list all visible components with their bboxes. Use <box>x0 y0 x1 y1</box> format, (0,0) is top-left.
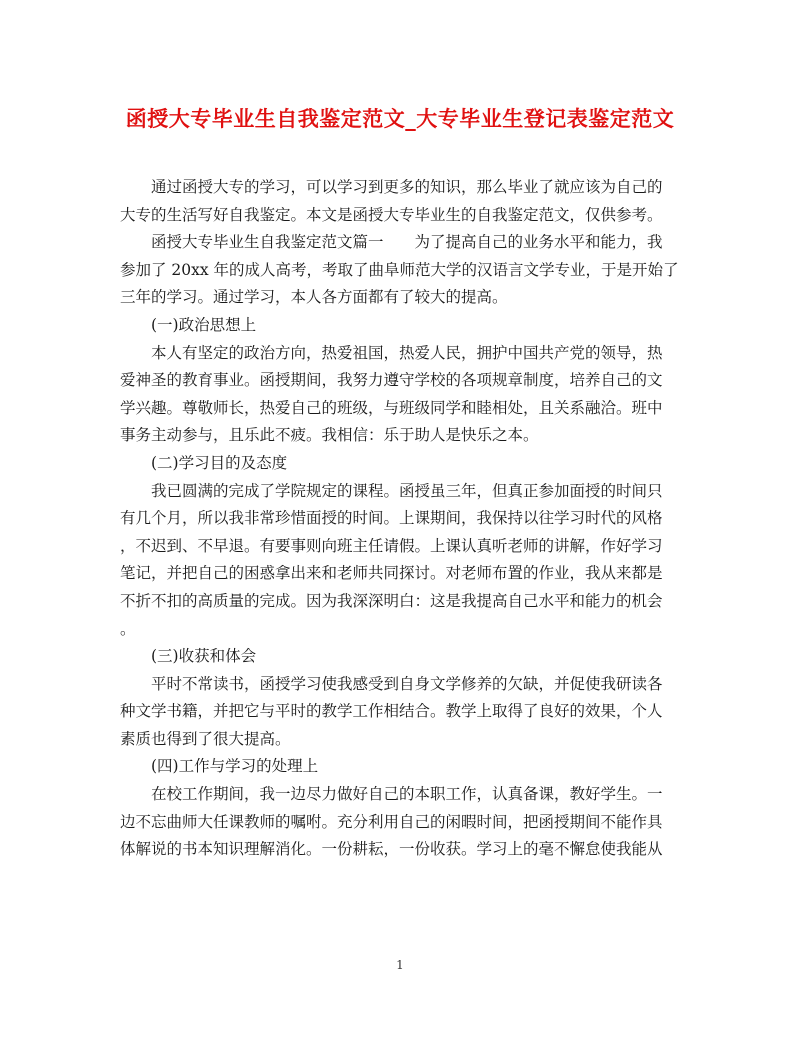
paragraph-line: 在校工作期间，我一边尽力做好自己的本职工作，认真备课，教好学生。一 <box>151 785 663 804</box>
paragraph-line: 参加了 20xx 年的成人高考，考取了曲阜师范大学的汉语言文学专业，于是开始了 <box>120 260 679 279</box>
paragraph-line: 平时不常读书，函授学习使我感受到自身文学修养的欠缺，并促使我研读各 <box>151 674 663 693</box>
paragraph-line: 。 <box>120 619 136 638</box>
section-heading: (一)政治思想上 <box>151 315 257 334</box>
paragraph-line: ，不迟到、不早退。有要事则向班主任请假。上课认真听老师的讲解，作好学习 <box>120 536 663 555</box>
document-title: 函授大专毕业生自我鉴定范文_大专毕业生登记表鉴定范文 <box>125 106 675 131</box>
document-body <box>120 174 680 864</box>
paragraph-line: 大专的生活写好自我鉴定。本文是函授大专毕业生的自我鉴定范文，仅供参考。 <box>120 205 663 224</box>
paragraph-line: 体解说的书本知识理解消化。一份耕耘，一份收获。学习上的毫不懈怠使我能从 <box>120 840 663 859</box>
paragraph-line: 笔记，并把自己的困惑拿出来和老师共同探讨。对老师布置的作业，我从来都是 <box>120 564 663 583</box>
section-heading: (三)收获和体会 <box>151 647 257 666</box>
paragraph-line: 事务主动参与，且乐此不疲。我相信：乐于助人是快乐之本。 <box>120 426 539 445</box>
paragraph-line: 我已圆满的完成了学院规定的课程。函授虽三年，但真正参加面授的时间只 <box>151 481 663 500</box>
paragraph-line: 函授大专毕业生自我鉴定范文篇一 为了提高自己的业务水平和能力，我 <box>151 233 663 252</box>
section-heading: (四)工作与学习的处理上 <box>151 757 319 776</box>
paragraph-line: 不折不扣的高质量的完成。因为我深深明白：这是我提高自己水平和能力的机会 <box>120 591 663 610</box>
paragraph-line: 通过函授大专的学习，可以学习到更多的知识，那么毕业了就应该为自己的 <box>151 178 663 196</box>
paragraph-line: 素质也得到了很大提高。 <box>120 729 291 748</box>
paragraph-line: 种文学书籍，并把它与平时的教学工作相结合。教学上取得了良好的效果，个人 <box>120 702 663 721</box>
paragraph-line: 本人有坚定的政治方向，热爱祖国，热爱人民，拥护中国共产党的领导，热 <box>151 343 663 362</box>
paragraph-line: 爱神圣的教育事业。函授期间，我努力遵守学校的各项规章制度，培养自己的文 <box>120 371 663 390</box>
paragraph-line: 三年的学习。通过学习，本人各方面都有了较大的提高。 <box>120 288 508 307</box>
paragraph-line: 学兴趣。尊敬师长，热爱自己的班级，与班级同学和睦相处，且关系融洽。班中 <box>120 398 663 417</box>
paragraph-line: 有几个月，所以我非常珍惜面授的时间。上课期间，我保持以往学习时代的风格 <box>120 509 663 528</box>
paragraph-line: 边不忘曲师大任课教师的嘱咐。充分利用自己的闲暇时间，把函授期间不能作具 <box>120 812 663 831</box>
section-heading: (二)学习目的及态度 <box>151 453 288 472</box>
page-number: 1 <box>396 958 404 972</box>
